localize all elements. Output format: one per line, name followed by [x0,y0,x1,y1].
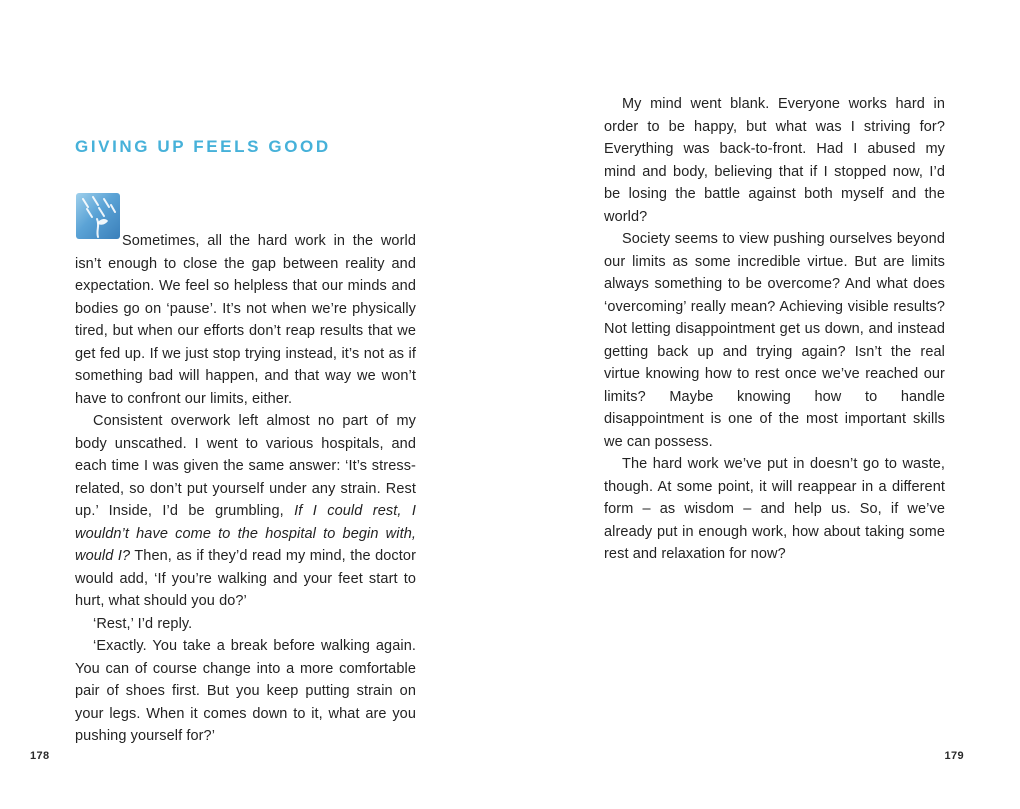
paragraph: ‘Exactly. You take a break before walking again. You can of course change into a more comfortable pair of shoes first. But you keep putting strain on your legs. When it comes down to it, what are you pushing yourself for?’ [75,638,416,744]
left-text-block [75,230,416,748]
page-number-left: 178 [30,750,50,762]
paragraph: My mind went blank. Everyone works hard in order to be happy, but what was I striving for? Everything was back-to-front. Had I abused my mind and body, believing that if I stopped now, I’d be losing the battle against both myself and the world? [604,96,945,225]
paragraph-text: Consistent overwork left almost no part of my body unscathed. I went to various hospitals, and each time I was given the same answer: ‘It’s stress-related, so don’t put yourself under any strain. Rest up.’ Inside, I’d be grumbling, [75,413,416,519]
paragraph-text: Then, as if they’d read my mind, the doctor would add, ‘If you’re walking and your feet start to hurt, what should you do?’ [75,548,417,609]
paragraph [75,410,416,613]
paragraph: The hard work we’ve put in doesn’t go to waste, though. At some point, it will reappear in a different form – as wisdom – and help us. So, if we’ve already put in enough work, how about taking some rest and relaxation for now? [604,456,945,562]
paragraph: Society seems to view pushing ourselves beyond our limits as some incredible virtue. But are limits always something to be overcome? And what does ‘overcoming’ really mean? Achieving visible results? Not letting disappointment get us down, and instead getting back up and trying again? Isn’t the real virtue knowing how to rest once we’ve reached our limits? Maybe knowing how to handle disappointment is one of the most important skills we can possess. [604,231,945,450]
page-number-right: 179 [944,750,964,762]
paragraph-italic-text: If I could rest, I wouldn’t have come to the hospital to begin with, would I? [75,503,416,564]
paragraph: ‘Rest,’ I’d reply. [93,615,193,632]
chapter-heading: GIVING UP FEELS GOOD [75,137,331,156]
right-text-block [604,93,945,566]
paragraph: Sometimes, all the hard work in the world isn’t enough to close the gap between reality and expectation. We feel so helpless that our minds and bodies go on ‘pause’. It’s not when we’re physically tired, but when our efforts don’t reap results that we get fed up. If we just stop trying instead, it’s not as if something bad will happen, and that way we won’t have to confront our limits, either. [75,233,416,407]
